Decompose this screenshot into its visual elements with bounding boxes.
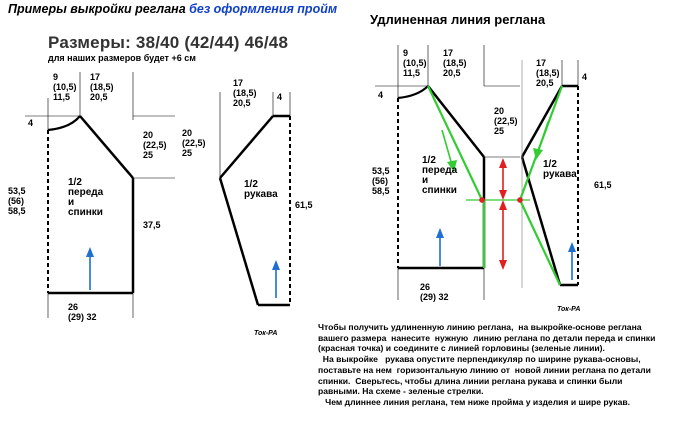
red-marks — [479, 158, 523, 270]
left-sleeve-front-raglan — [220, 116, 273, 178]
left-sleeve-top-label: 17 (18,5) 20,5 — [233, 78, 257, 108]
left-signature: Ток-РА — [254, 330, 278, 337]
right-front-grain-arrow — [436, 228, 444, 266]
left-front-side-label: 37,5 — [143, 220, 161, 230]
left-front-width-label: 26 (29) 32 — [68, 302, 97, 322]
right-front-shoulder-label: 9 (10,5) 11,5 — [403, 48, 427, 78]
right-sleeve-cap-edge-label: 4 — [582, 72, 588, 82]
sizes-line: Размеры: 38/40 (42/44) 46/48 — [48, 33, 289, 52]
right-sleeve-top-label: 17 (18,5) 20,5 — [536, 58, 560, 88]
right-front-neckline — [398, 86, 428, 98]
left-sleeve-cap-depth-label: 20 (22,5) 25 — [182, 128, 206, 158]
right-front-width-label: 26 (29) 32 — [420, 282, 449, 302]
left-title-prefix: Примеры выкройки реглана — [8, 2, 190, 16]
left-front-piece-label: 1/2 переда и спинки — [68, 177, 104, 218]
left-front-shoulder-label: 9 (10,5) 11,5 — [53, 72, 77, 102]
left-front-length-label: 53,5 (56) 58,5 — [8, 186, 26, 216]
left-front-neck-depth-label: 4 — [28, 118, 34, 128]
left-sleeve-piece-label: 1/2 рукава — [244, 179, 278, 200]
left-front-neckline — [48, 116, 80, 130]
left-sleeve-grain-arrow — [272, 260, 280, 298]
right-sleeve-length-label: 61,5 — [594, 180, 612, 190]
red-dot-front — [479, 197, 485, 203]
right-front-piece-label: 1/2 переда и спинки — [422, 155, 458, 196]
description-text: Чтобы получить удлиненную линию реглана, на выкройке-основе реглана вашего размера нанесите нужную линию реглана по детали переда и спинки (красная точка) и соедините с линией горловины (зеленые линии). На выкройке рукава опустите перпендикуляр по ширине рукава-основы, поставьте на нем горизонтальную линию от новой линии реглана по детали спинки. Сверьтесь, чтобы длина линии реглана рукава и спинки были равными. На схеме - зеленые стрелки. Чем длиннее линия реглана, тем ниже пройма у изделия и шире рукав. — [318, 322, 656, 407]
right-sleeve-piece-label: 1/2 рукава — [543, 159, 577, 180]
right-front-neck-depth-label: 4 — [378, 90, 384, 100]
right-signature: Ток-РА — [557, 306, 581, 313]
right-front-armhole-width-label: 17 (18,5) 20,5 — [443, 48, 467, 78]
left-sleeve-cap-edge-label: 4 — [277, 92, 283, 102]
left-front-grain-arrow — [86, 247, 94, 290]
left-front-raglan-line — [80, 116, 133, 178]
left-front-raglan-depth-label: 20 (22,5) 25 — [143, 130, 167, 160]
right-front-raglan-depth-label: 20 (22,5) 25 — [494, 106, 518, 136]
red-dot-sleeve — [517, 197, 523, 203]
green-sleeve-underarm — [520, 200, 560, 285]
left-sleeve-length-label: 61,5 — [295, 200, 313, 210]
plus-note: для наших размеров будет +6 см — [48, 53, 196, 63]
right-title: Удлиненная линия реглана — [370, 12, 546, 27]
right-front-length-label: 53,5 (56) 58,5 — [372, 166, 390, 196]
right-sleeve-grain-arrow — [568, 242, 576, 280]
left-title-highlight: без оформления пройм — [189, 2, 338, 16]
left-front-armhole-width-label: 17 (18,5) 20,5 — [90, 72, 114, 102]
right-sleeve-front-raglan — [522, 86, 562, 157]
